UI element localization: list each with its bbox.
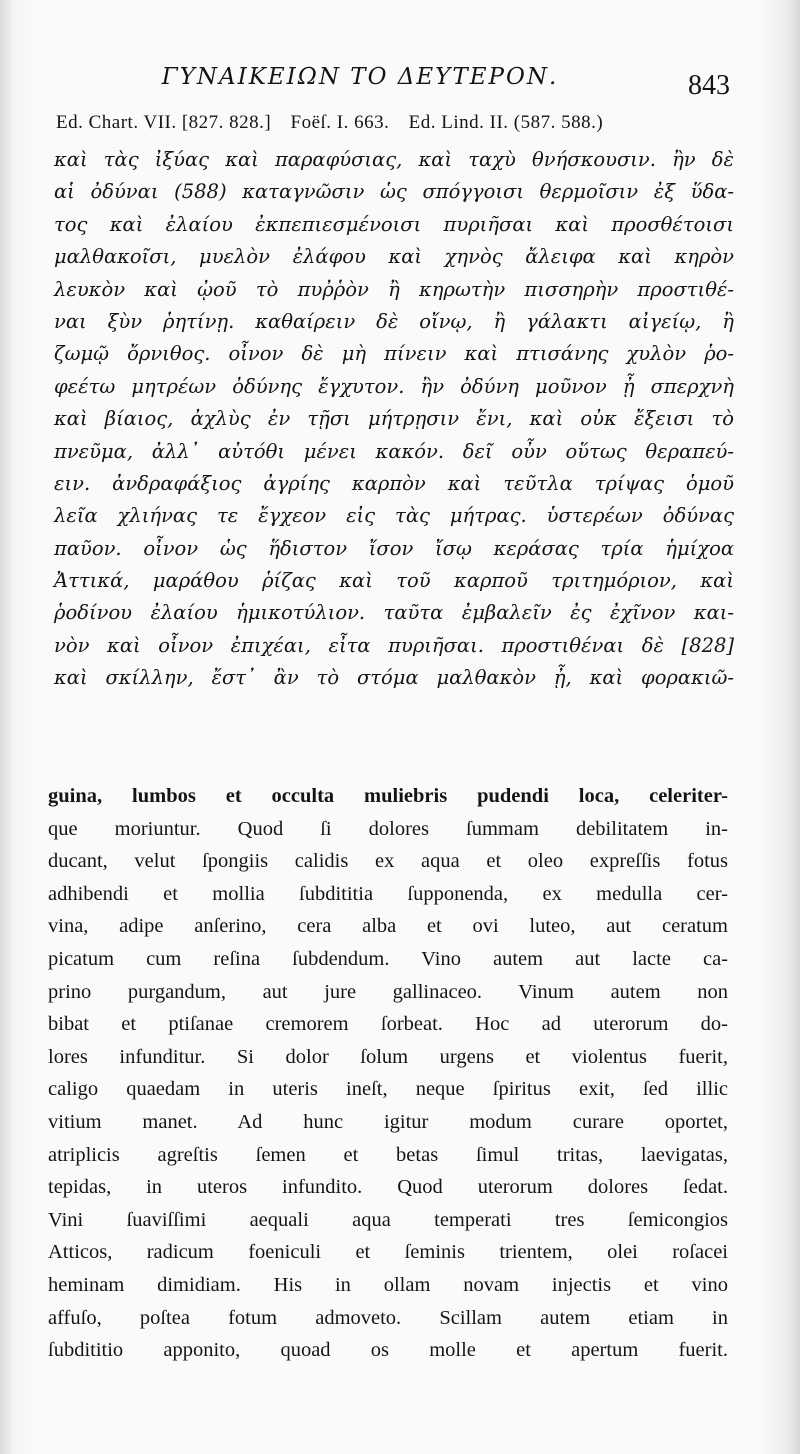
latin-line: ducant, velut ſpongiis calidis ex aqua et oleo expreſſis fotus: [48, 850, 728, 873]
greek-line: παῦον. οἶνον ὡς ἥδιστον ἴσον ἴσῳ κεράσας τρία ἡμίχοα: [54, 536, 734, 560]
greek-text-block: [54, 144, 734, 695]
latin-line: prino purgandum, aut jure gallinaceo. Vinum autem non: [48, 980, 728, 1003]
greek-line: ειν. ἀνδραφάξιος ἀγρίης καρπὸν καὶ τεῦτλα τρίψας ὁμοῦ: [54, 471, 734, 495]
running-title: ΓΥΝΑΙΚΕΙΩΝ ΤΟ ΔΕΥΤΕΡΟΝ.: [161, 64, 559, 90]
latin-text-block: [48, 780, 728, 1367]
latin-line: caligo quaedam in uteris ineſt, neque ſpiritus exit, ſed illic: [48, 1078, 728, 1101]
greek-line: Ἀττικά, μαράθου ῥίζας καὶ τοῦ καρποῦ τριτημόριον, καὶ: [54, 569, 734, 593]
greek-line: λευκὸν καὶ ᾠοῦ τὸ πυῤῥὸν ἢ κηρωτὴν πισσηρὴν προστιθέ-: [54, 277, 734, 301]
running-head: [0, 64, 800, 104]
page-number: 843: [688, 70, 730, 101]
greek-line: αἱ ὀδύναι (588) καταγνῶσιν ὡς σπόγγοισι θερμοῖσιν ἐξ ὕδα-: [54, 180, 734, 204]
latin-line: ſubdititio apponito, quoad os molle et apertum fuerit.: [48, 1339, 728, 1362]
greek-line: ζωμῷ ὄρνιθος. οἶνον δὲ μὴ πίνειν καὶ πτισάνης χυλὸν ῥο-: [54, 342, 734, 366]
latin-line: Atticos, radicum foeniculi et ſeminis trientem, olei roſacei: [48, 1241, 728, 1264]
greek-line: λεῖα χλιήνας τε ἔγχεον εἰς τὰς μήτρας. ὑστερέων ὀδύνας: [54, 504, 734, 528]
chartier-edition-ref: Ed. Chart. VII. [827. 828.]: [56, 112, 272, 133]
latin-line: vitium manet. Ad hunc igitur modum curare oportet,: [48, 1110, 728, 1133]
greek-line: καὶ τὰς ἰξύας καὶ παραφύσιας, καὶ ταχὺ θνήσκουσιν. ἢν δὲ: [54, 148, 734, 171]
greek-line: φεέτω μητρέων ὀδύνης ἔγχυτον. ἢν ὀδύνη μοῦνον ᾖ σπερχνὴ: [54, 374, 734, 398]
greek-line: μαλθακοῖσι, μυελὸν ἐλάφου καὶ χηνὸς ἄλειφα καὶ κηρὸν: [54, 245, 734, 269]
latin-line: picatum cum reſina ſubdendum. Vino autem aut lacte ca-: [48, 947, 728, 970]
latin-line: atriplicis agreſtis ſemen et betas ſimul tritas, laevigatas,: [48, 1143, 728, 1166]
latin-line: bibat et ptiſanae cremorem ſorbeat. Hoc ad uterorum do-: [48, 1013, 728, 1036]
greek-line: ῥοδίνου ἐλαίου ἡμικοτύλιον. ταῦτα ἐμβαλεῖν ἐς ἐχῖνον και-: [54, 601, 734, 625]
greek-line: ναι ξὺν ῥητίνῃ. καθαίρειν δὲ οἴνῳ, ἢ γάλακτι αἰγείῳ, ἢ: [54, 309, 734, 333]
greek-line: πνεῦμα, ἀλλ᾽ αὐτόθι μένει κακόν. δεῖ οὖν οὕτως θεραπεύ-: [54, 439, 734, 463]
greek-line: καὶ βίαιος, ἀχλὺς ἐν τῇσι μήτρῃσιν ἔνι, καὶ οὐκ ἔξεισι τὸ: [54, 407, 734, 431]
latin-line: guina, lumbos et occulta muliebris pudendi loca, celeriter-: [48, 785, 728, 807]
latin-line: que moriuntur. Quod ſi dolores ſummam debilitatem in-: [48, 817, 728, 840]
latin-line: lores infunditur. Si dolor ſolum urgens et violentus fuerit,: [48, 1045, 728, 1068]
latin-line: vina, adipe anſerino, cera alba et ovi luteo, aut ceratum: [48, 915, 728, 938]
latin-line: tepidas, in uteros infundito. Quod uterorum dolores ſedat.: [48, 1176, 728, 1199]
linden-edition-ref: Ed. Lind. II. (587. 588.): [408, 112, 604, 133]
latin-line: Vini ſuaviſſimi aequali aqua temperati tres ſemicongios: [48, 1208, 728, 1231]
edition-reference-line: [56, 112, 756, 134]
latin-line: affuſo, poſtea fotum admoveto. Scillam autem etiam in: [48, 1306, 728, 1329]
latin-line: heminam dimidiam. His in ollam novam injectis et vino: [48, 1273, 728, 1296]
foesius-edition-ref: Foëſ. I. 663.: [290, 112, 390, 133]
greek-line: τος καὶ ἐλαίου ἐκπεπιεσμένοισι πυριῆσαι καὶ προσθέτοισι: [54, 212, 734, 236]
greek-line: καὶ σκίλλην, ἔστ᾽ ἂν τὸ στόμα μαλθακὸν ᾖ, καὶ φορακιῶ-: [54, 666, 734, 690]
greek-line: νὸν καὶ οἶνον ἐπιχέαι, εἶτα πυριῆσαι. προστιθέναι δὲ [828]: [54, 633, 734, 657]
latin-line: adhibendi et mollia ſubdititia ſupponenda, ex medulla cer-: [48, 882, 728, 905]
